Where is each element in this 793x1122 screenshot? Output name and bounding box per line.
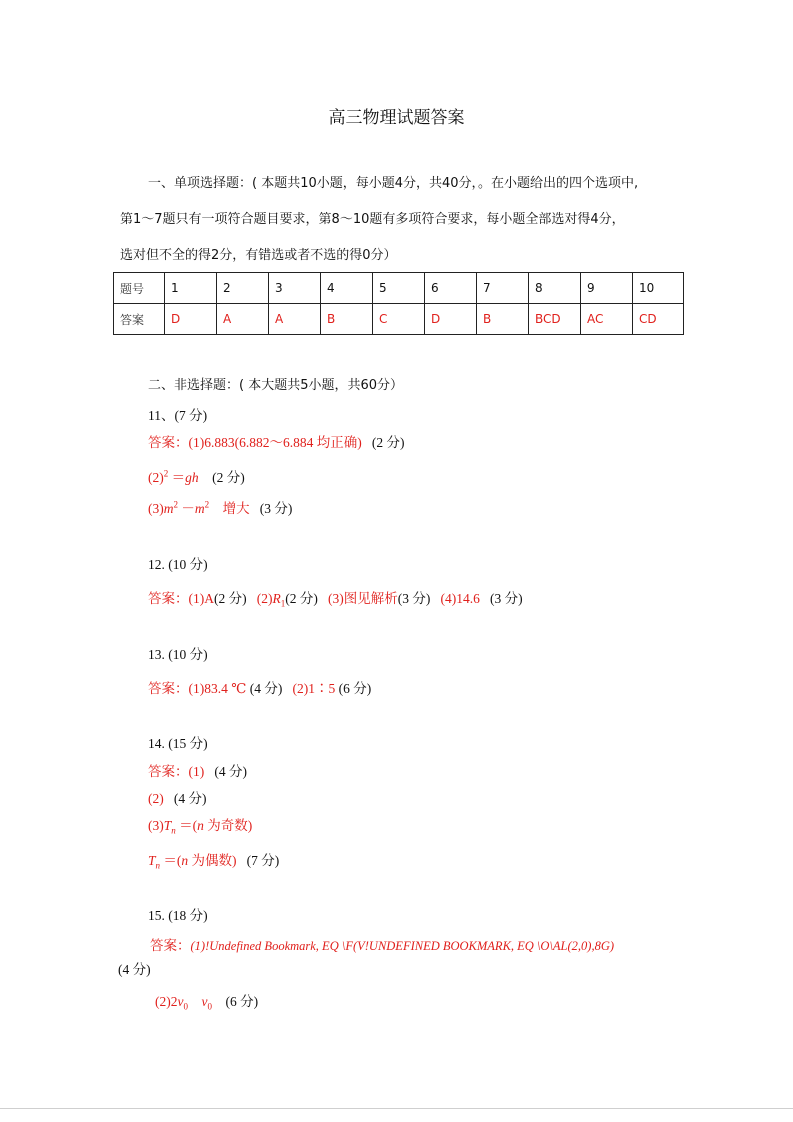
q15-a2-sub2: 0 — [207, 1001, 212, 1012]
q11-a1-text: 答案：(1)6.883(6.882～6.884 均正确) — [148, 435, 362, 450]
q11-a3-m2: m — [194, 501, 205, 516]
q15-a2-pre: (2)2 — [155, 994, 178, 1009]
table-cell-answer: BCD — [529, 304, 581, 335]
q15-a2-v1: v — [177, 994, 184, 1009]
q11-answer-2 — [148, 466, 245, 486]
q14-answer-2 — [148, 787, 207, 807]
q11-a2-sup: 2 — [163, 468, 169, 479]
q11-a2-score: (2 分) — [212, 470, 245, 485]
q11-a3-m1: m — [163, 501, 174, 516]
table-cell-answer: C — [373, 304, 425, 335]
table-answer-label: 答案 — [114, 304, 165, 335]
q14-a3-T: T — [163, 818, 172, 833]
q14-a4-rest-pre: ＝( — [160, 853, 182, 868]
q11-answer-1 — [148, 431, 404, 451]
table-row-numbers — [114, 273, 684, 304]
q15-ans-label: 答案： — [150, 938, 191, 953]
q11-a3-minus: － — [178, 501, 195, 516]
q14-a3-pre: (3) — [148, 818, 164, 833]
table-cell-number: 5 — [373, 273, 425, 304]
q14-a4-sub: n — [155, 860, 161, 871]
answer-table — [113, 272, 684, 335]
q13-s1: (4 分) — [249, 681, 283, 696]
section1-line3: 选对但不全的得2分，有错选或者不选的得0分） — [120, 248, 397, 263]
page-bottom-divider — [0, 1108, 793, 1109]
q14-a4-rest: 为偶数) — [188, 853, 237, 868]
q11-a3-sup2: 2 — [204, 499, 210, 510]
table-cell-answer: B — [321, 304, 373, 335]
q13-s2: (6 分) — [338, 681, 372, 696]
q15-label: 15. (18 分) — [148, 908, 208, 923]
q15-a1: (1)!Undefined Bookmark, EQ \F(V!UNDEFINED BOOKMARK, EQ \O\AL(2,0),8G) — [190, 939, 615, 953]
q14-a4-n: n — [181, 853, 189, 868]
section1-line2: 第1～7题只有一项符合题目要求，第8～10题有多项符合要求，每小题全部选对得4分， — [120, 212, 625, 227]
q12-ans-label: 答案： — [148, 591, 189, 606]
q12-s3: (3 分) — [397, 591, 431, 606]
table-cell-number: 9 — [581, 273, 633, 304]
table-cell-number: 7 — [477, 273, 529, 304]
table-cell-answer: AC — [581, 304, 633, 335]
q12-p1: (1)A — [188, 591, 214, 606]
table-cell-number: 6 — [425, 273, 477, 304]
q14-a2-score: (4 分) — [173, 791, 207, 806]
q12-p2-R: R — [272, 591, 281, 606]
table-cell-answer: A — [269, 304, 321, 335]
q11-a2-pre: (2) — [148, 470, 164, 485]
q14-a4-score: (7 分) — [246, 853, 280, 868]
q12-answer — [148, 587, 523, 609]
table-cell-answer: B — [477, 304, 529, 335]
section2-heading: 二、非选择题：( 本大题共5小题，共60分） — [148, 378, 404, 393]
table-cell-answer: CD — [633, 304, 684, 335]
q15-answer-2 — [155, 990, 258, 1012]
q14-a3-n: n — [197, 818, 204, 833]
q14-answer-1 — [148, 760, 247, 780]
q11-a3-pre: (3) — [148, 501, 164, 516]
q12-s1: (2 分) — [214, 591, 247, 606]
q13-p1: (1)83.4 ℃ — [188, 681, 247, 696]
table-header-label: 题号 — [114, 273, 165, 304]
q14-answer-4 — [148, 849, 279, 871]
q11-a3-sup1: 2 — [173, 499, 178, 510]
table-cell-answer: D — [425, 304, 477, 335]
q15-a2-sub1: 0 — [183, 1001, 188, 1012]
q11-a1-score: (2 分) — [371, 435, 405, 450]
q13-p2: (2)1∶5 — [292, 681, 336, 696]
q14-a3-rest: 为奇数) — [203, 818, 253, 833]
q14-a3-sub: n — [171, 825, 176, 836]
q14-a1: 答案：(1) — [148, 764, 205, 779]
q12-p3: (3)图见解析 — [328, 591, 398, 606]
q11-a2-var: gh — [185, 470, 199, 485]
q13-answer — [148, 677, 371, 697]
q13-ans-label: 答案： — [148, 681, 189, 696]
q12-p4: (4)14.6 — [440, 591, 480, 606]
q13-label: 13. (10 分) — [148, 647, 208, 662]
table-cell-number: 4 — [321, 273, 373, 304]
q14-a2: (2) — [148, 791, 164, 806]
table-cell-answer: D — [165, 304, 217, 335]
q11-a3-score: (3 分) — [259, 501, 293, 516]
q14-a4-T: T — [148, 853, 156, 868]
page-title: 高三物理试题答案 — [328, 108, 465, 128]
table-row-answers — [114, 304, 684, 335]
q11-label: 11、(7 分) — [148, 408, 208, 423]
q15-a1-score: (4 分) — [118, 962, 151, 977]
q14-a3-rest-pre: ＝( — [175, 818, 198, 833]
q11-a2-eq: ＝ — [168, 470, 186, 485]
q15-a2-v2: v — [201, 994, 208, 1009]
table-cell-answer: A — [217, 304, 269, 335]
table-cell-number: 8 — [529, 273, 581, 304]
q11-answer-3 — [148, 497, 292, 517]
q12-s4: (3 分) — [490, 591, 523, 606]
table-cell-number: 10 — [633, 273, 684, 304]
q15-a2-score: (6 分) — [225, 994, 259, 1009]
q15-answer-1 — [150, 934, 614, 954]
q14-label: 14. (15 分) — [148, 736, 208, 751]
q12-s2: (2 分) — [285, 591, 318, 606]
table-cell-number: 1 — [165, 273, 217, 304]
q12-p2-sub: 1 — [280, 598, 286, 609]
q11-a3-word: 增大 — [222, 501, 250, 516]
q14-answer-3 — [148, 814, 252, 836]
q12-label: 12. (10 分) — [148, 557, 208, 572]
section1-line1: 一、单项选择题：( 本题共10小题，每小题4分，共40分，。在小题给出的四个选项中, — [148, 176, 639, 191]
table-cell-number: 3 — [269, 273, 321, 304]
q12-p2-pre: (2) — [256, 591, 273, 606]
table-cell-number: 2 — [217, 273, 269, 304]
q14-a1-score: (4 分) — [214, 764, 247, 779]
